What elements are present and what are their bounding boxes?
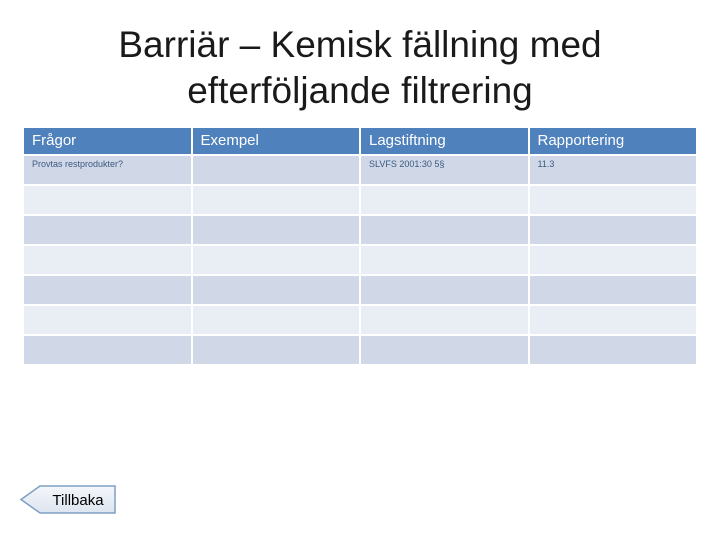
table-row [23,155,697,185]
column-header-lagstiftning: Lagstiftning [360,127,529,155]
questions-table [22,126,698,366]
table-header-row [23,127,697,155]
column-header-exempel: Exempel [192,127,361,155]
table-cell [192,335,361,365]
table-cell [529,305,698,335]
table-cell [192,185,361,215]
table-row [23,245,697,275]
table-cell [360,275,529,305]
table-cell [192,275,361,305]
table-cell [360,305,529,335]
table-cell: 11.3 [529,155,698,185]
table-row [23,305,697,335]
table-cell [529,185,698,215]
slide-title-line-2: efterföljande filtrering [187,70,533,111]
table-cell [529,335,698,365]
table-cell [529,245,698,275]
table-cell [360,215,529,245]
table-cell [23,275,192,305]
table-cell [23,215,192,245]
column-header-fragor: Frågor [23,127,192,155]
table-row [23,335,697,365]
table-cell: Provtas restprodukter? [23,155,192,185]
slide-title-line-1: Barriär – Kemisk fällning med [118,24,602,65]
table-cell [23,185,192,215]
table-cell [192,305,361,335]
table-cell [192,215,361,245]
table-cell [23,305,192,335]
back-button-label: Tillbaka [52,492,104,509]
table-cell [529,215,698,245]
table-cell [23,335,192,365]
slide-title [60,22,660,114]
table-cell [360,335,529,365]
table-cell [23,245,192,275]
table-cell [529,275,698,305]
table-cell [360,185,529,215]
table-cell [360,245,529,275]
table-row [23,185,697,215]
column-header-rapportering: Rapportering [529,127,698,155]
table-row [23,215,697,245]
table-cell [192,155,361,185]
table-row [23,275,697,305]
back-button[interactable] [20,485,116,514]
table-cell [192,245,361,275]
table-cell: SLVFS 2001:30 5§ [360,155,529,185]
